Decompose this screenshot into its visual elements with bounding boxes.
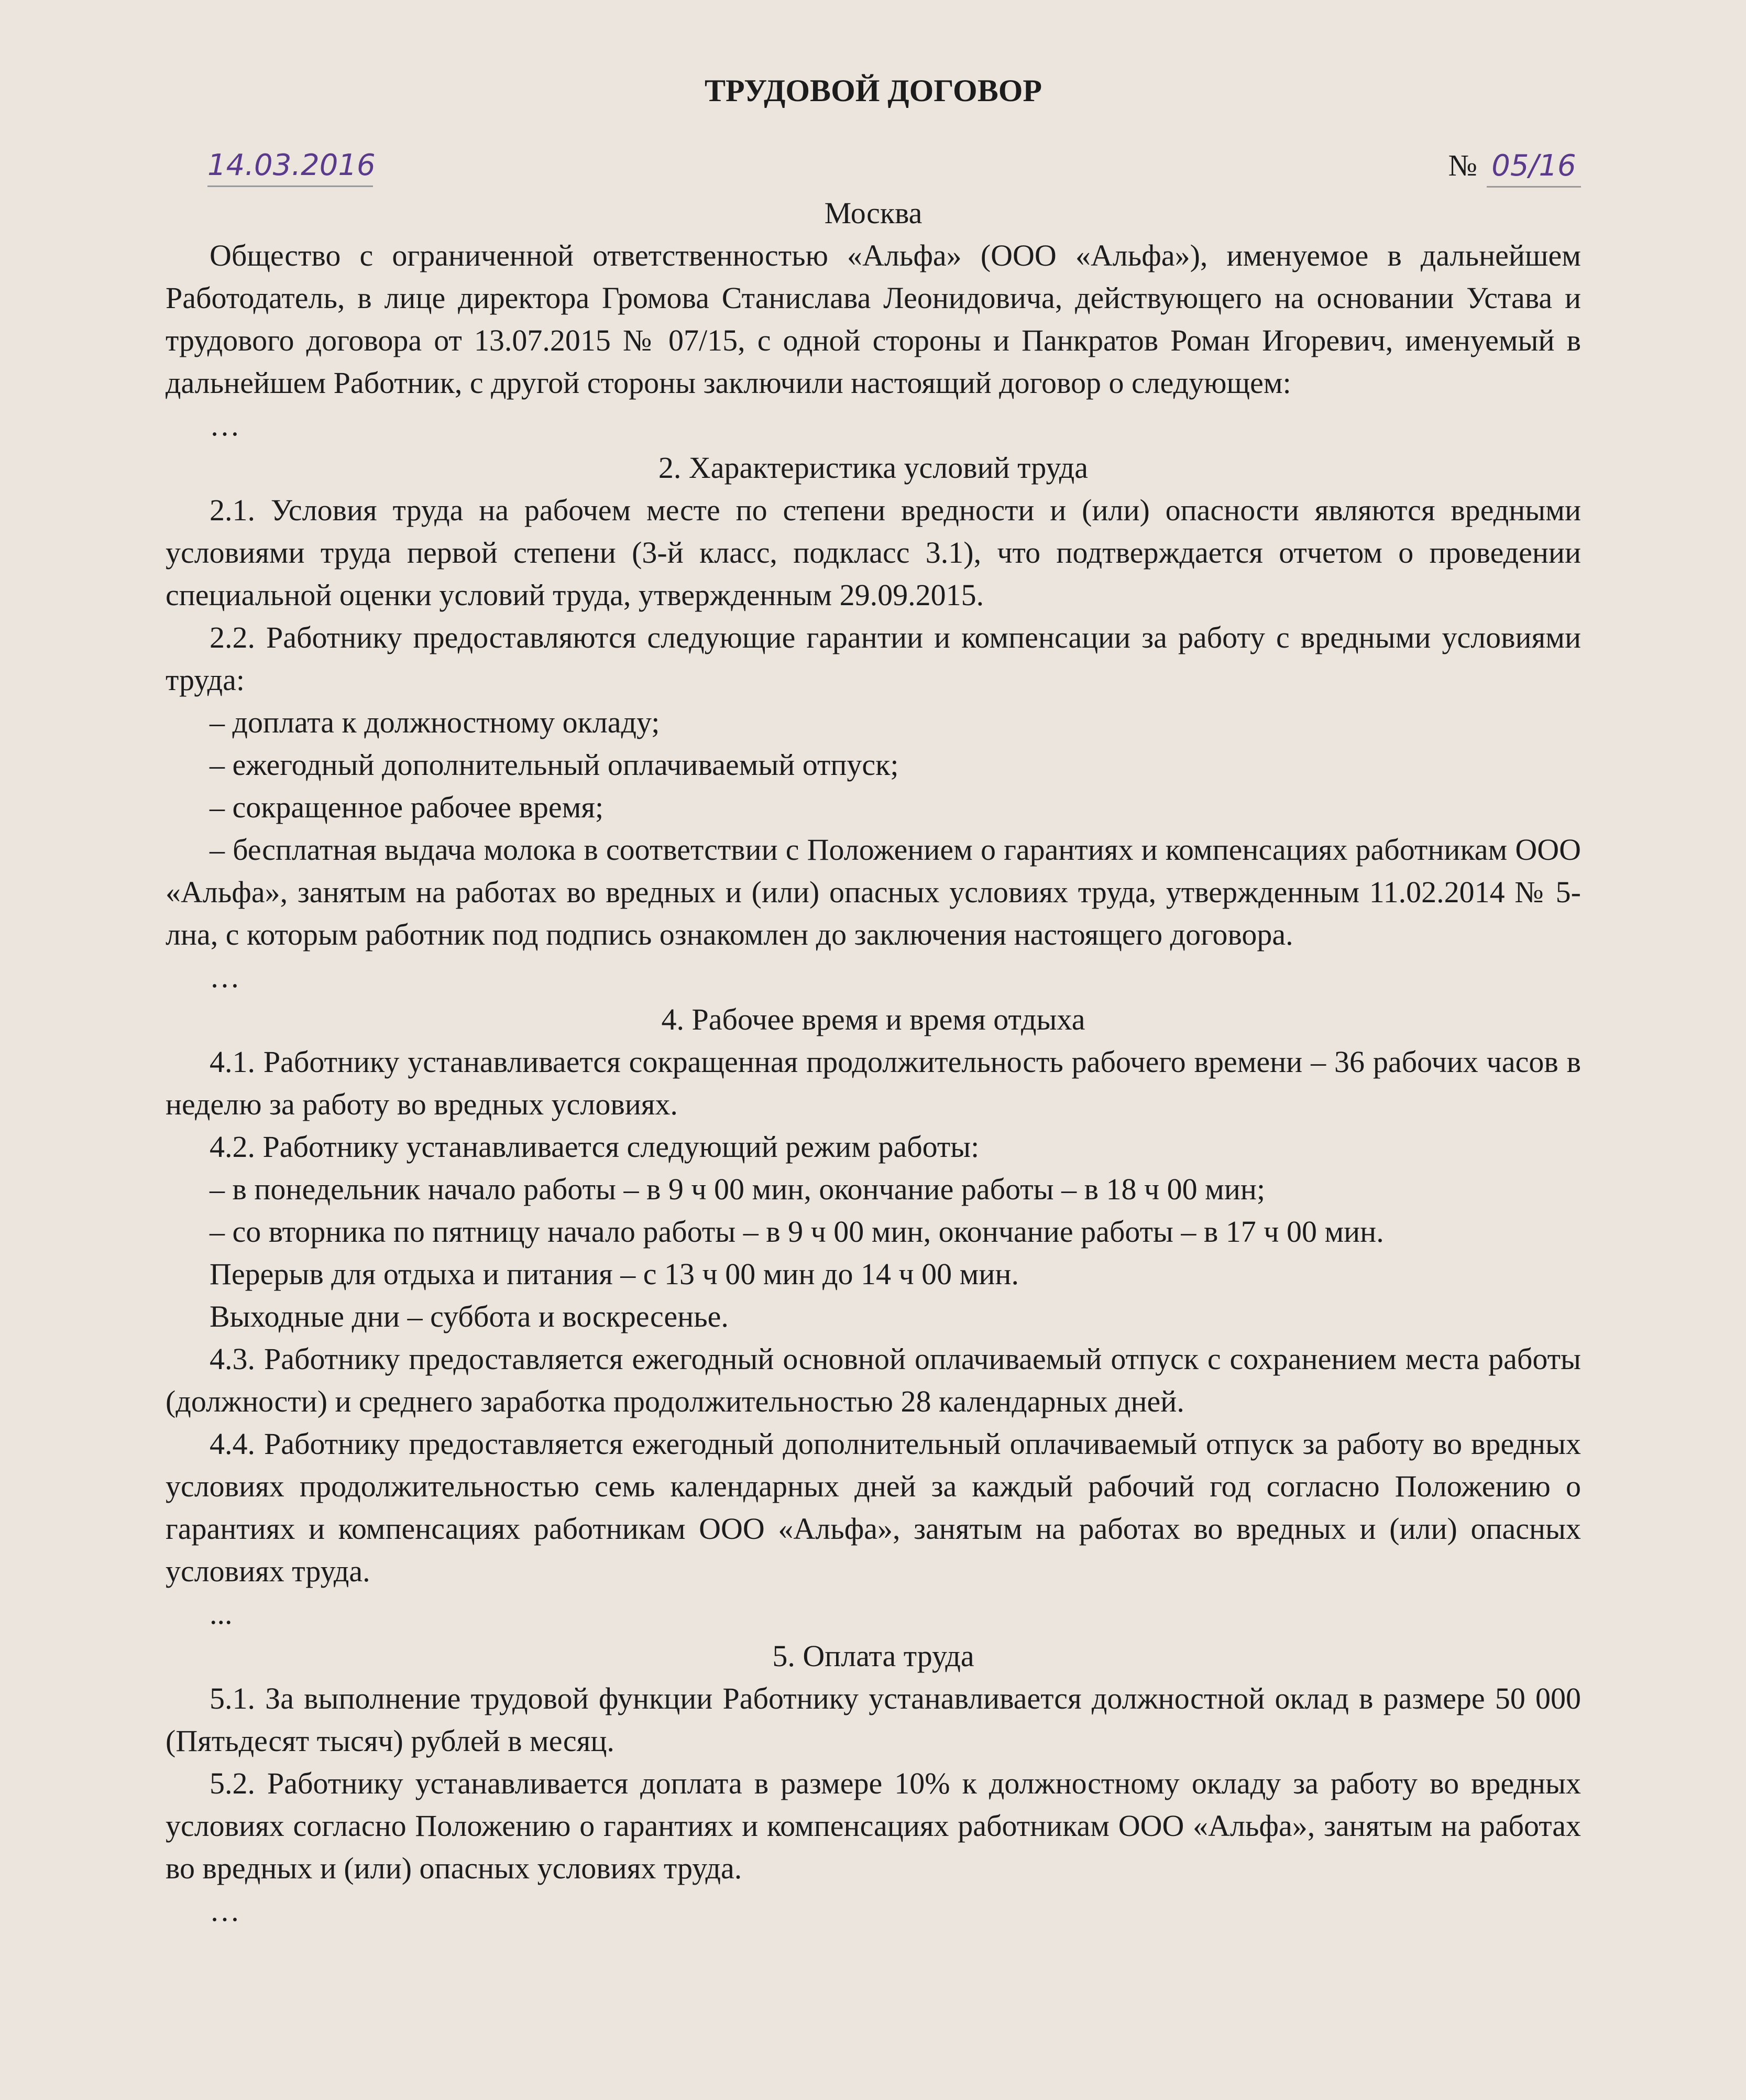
ellipsis: ... [210, 1596, 233, 1631]
document-title: ТРУДОВОЙ ДОГОВОР [704, 73, 1042, 108]
section-heading: 4. Рабочее время и время отдыха [661, 1002, 1085, 1036]
paragraph-2-2: 2.2. Работнику предоставляются следующие гарантии и компенсации за работу с вредными условиями труда: [166, 620, 1581, 697]
paragraph-5-1: 5.1. За выполнение трудовой функции Работнику устанавливается должностной оклад в размере 50 000 (Пятьдесят тысяч) рублей в месяц. [166, 1681, 1581, 1758]
schedule-line: – в понедельник начало работы – в 9 ч 00 мин, окончание работы – в 18 ч 00 мин; [210, 1172, 1266, 1206]
paragraph-5-2: 5.2. Работнику устанавливается доплата в размере 10% к должностному окладу за работу во вредных условиях согласно Положению о гарантиях и компенсациях работникам ООО «Альфа», занятым на работах во вредных и (или) опасных условиях труда. [166, 1766, 1581, 1885]
section-heading: 2. Характеристика условий труда [658, 451, 1089, 485]
paragraph-4-3: 4.3. Работнику предоставляется ежегодный основной оплачиваемый отпуск с сохранением места работы (должности) и среднего заработка продолжительностью 28 календарных дней. [166, 1342, 1581, 1418]
city: Москва [824, 196, 923, 230]
ellipsis: … [210, 408, 240, 442]
contract-date: 14.03.2016 [207, 146, 373, 187]
ellipsis: … [210, 1894, 240, 1928]
section-heading: 5. Оплата труда [772, 1639, 974, 1673]
intro-paragraph: Общество с ограниченной ответственностью «Альфа» (ООО «Альфа»), именуемое в дальнейшем Работодатель, в лице директора Громова Станислава Леонидовича, действующего на основании Устава и трудового договора от 13.07.2015 № 07/15, с одной стороны и Панкратов Роман Игоревич, именуемый в дальнейшем Работник, с другой стороны заключили настоящий договор о следующем: [166, 238, 1581, 400]
contract-number: 05/16 [1487, 146, 1581, 188]
paragraph-4-4: 4.4. Работнику предоставляется ежегодный дополнительный оплачиваемый отпуск за работу во вредных условиях продолжительностью семь календарных дней за каждый рабочий год согласно Положению о гарантиях и компенсациях работникам ООО «Альфа», занятым на работах во вредных и (или) опасных условиях труда. [166, 1427, 1581, 1588]
document-body [166, 192, 1581, 1932]
paragraph-4-1: 4.1. Работнику устанавливается сокращенная продолжительность рабочего времени – 36 рабочих часов в неделю за работу во вредных условиях. [166, 1045, 1581, 1121]
list-item: – сокращенное рабочее время; [210, 790, 604, 824]
list-item: – бесплатная выдача молока в соответствии с Положением о гарантиях и компенсациях работникам ООО «Альфа», занятым на работах во вредных и (или) опасных условиях труда, утвержденным 11.02.2014 № 5-лна, с которым работник под подпись ознакомлен до заключения настоящего договора. [166, 833, 1581, 951]
schedule-line: – со вторника по пятницу начало работы – в 9 ч 00 мин, окончание работы – в 17 ч 00 мин. [210, 1215, 1384, 1249]
ellipsis: … [210, 960, 240, 994]
paragraph-2-1: 2.1. Условия труда на рабочем месте по степени вредности и (или) опасности являются вредными условиями труда первой степени (3-й класс, подкласс 3.1), что подтверждается отчетом о проведении специальной оценки условий труда, утвержденным 29.09.2015. [166, 493, 1581, 612]
schedule-line: Выходные дни – суббота и воскресенье. [210, 1299, 729, 1333]
list-item: – доплата к должностному окладу; [210, 705, 660, 739]
paragraph-4-2: 4.2. Работнику устанавливается следующий режим работы: [210, 1130, 980, 1164]
contract-number-block [1448, 146, 1581, 188]
schedule-line: Перерыв для отдыха и питания – с 13 ч 00 мин до 14 ч 00 мин. [210, 1257, 1019, 1291]
number-sign: № [1448, 148, 1477, 182]
list-item: – ежегодный дополнительный оплачиваемый отпуск; [210, 748, 899, 782]
